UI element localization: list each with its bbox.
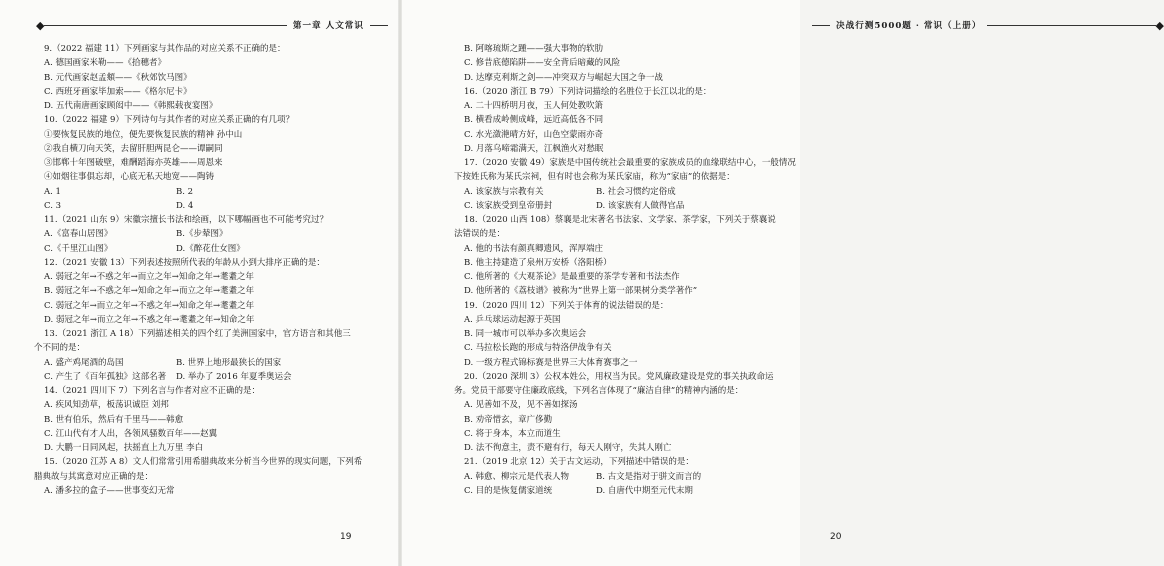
header-rule [370, 25, 388, 26]
option-text: B.《步辇图》 [176, 229, 228, 240]
diamond-icon: ◆ [36, 18, 45, 32]
option-text: B. 横看成岭侧成峰，远近高低各不同 [464, 115, 604, 126]
option-text: A. 盛产鸡尾酒的岛国 [44, 357, 124, 368]
question-stem: 16.（2020 浙江 B 79）下列诗词描绘的名胜位于长江以北的是： [464, 86, 712, 97]
right-question-list [454, 42, 796, 498]
question-stem: 11.（2021 山东 9）宋徽宗擅长书法和绘画，以下哪幅画也不可能考究过？ [44, 215, 328, 225]
book-title: 决战行测5000题 · 常识（上册） [836, 21, 982, 31]
option-text: D. 一级方程式锦标赛是世界三大体育赛事之一 [464, 357, 638, 368]
option-text: D. 弱冠之年→而立之年→不惑之年→耄耋之年→知命之年 [44, 314, 255, 325]
option-text: A. 疾风知劲草，板荡识诚臣 刘邦 [44, 400, 169, 411]
option-text: D. 4 [176, 200, 194, 211]
option-text: D. 自唐代中期至元代末期 [596, 485, 693, 496]
left-page [0, 0, 400, 566]
question-stem-continued: 务。党员干部要守住廉政底线，下列名言体现了“廉洁自律”的精神内涵的是： [454, 386, 744, 396]
left-question-list [34, 42, 364, 498]
option-pair [34, 242, 364, 256]
option-text: D. 五代南唐画家顾闳中——《韩熙载夜宴图》 [44, 101, 218, 111]
question-stem: 18.（2020 山西 108）蔡襄是北宋著名书法家、文学家、茶学家，下列关于蔡襄说 [464, 215, 776, 225]
question-stem: 15.（2020 江苏 A 8）文人们常常引用希腊典故来分析当今世界的现实问题，下列希 [44, 457, 363, 468]
question-stem-continued: 个不同的是： [34, 343, 86, 354]
question-stem-continued: 下按姓氏称为某氏宗祠，但有时也会称为某氏家庙，称为“家庙”的依据是： [454, 172, 735, 183]
header-rule [44, 25, 286, 26]
option-text: B. 2 [176, 186, 194, 197]
option-text: A. 潘多拉的盒子——世事变幻无常 [44, 485, 175, 496]
question-stem-continued: 法错误的是： [454, 229, 506, 240]
option-pair [454, 185, 780, 199]
option-text: A. 他的书法有颜真卿遗风，浑厚端庄 [464, 243, 604, 254]
option-text: ③邯郸十年图破壁，难酬蹈海亦英雄——周恩来 [44, 158, 223, 168]
option-text: B. 古文是指对于骈文而言的 [596, 471, 702, 482]
option-text: A. 韩愈、柳宗元是代表人物 [464, 471, 570, 482]
header-rule [812, 25, 830, 26]
question-stem: 12.（2021 安徽 13）下列表述按照所代表的年龄从小到大排序正确的是： [44, 257, 325, 268]
option-text: D. 大鹏一日同风起，扶摇直上九万里 李白 [44, 443, 204, 453]
option-text: B. 阿喀琉斯之踵——强大事物的软肋 [464, 44, 604, 54]
option-text: D. 法不徇意主，责不避有行，每天人刚守，失其人刚亡 [464, 443, 672, 453]
option-text: B. 他主持建造了泉州万安桥（洛阳桥） [464, 257, 612, 268]
option-text: B. 同一城市可以举办多次奥运会 [464, 329, 587, 339]
question-stem: 14.（2021 四川下 7）下列名言与作者对应不正确的是： [44, 386, 260, 396]
question-stem: 10.（2022 福建 9）下列诗句与其作者的对应关系正确的有几项？ [44, 115, 294, 126]
option-text: A. 该家族与宗教有关 [464, 186, 544, 197]
page-number: 20 [830, 532, 842, 542]
option-text: C. 水光潋滟晴方好，山色空蒙雨亦奇 [464, 129, 604, 140]
option-text: C. 他所著的《大观茶论》是最重要的茶学专著和书法杰作 [464, 272, 680, 282]
option-text: D. 月落乌啼霜满天，江枫渔火对愁眠 [464, 143, 604, 154]
option-text: A. 德国画家米勒——《拾穗者》 [44, 58, 167, 69]
option-pair [454, 470, 780, 484]
header-rule [987, 25, 1155, 26]
option-pair [34, 199, 364, 213]
right-running-header [812, 18, 1164, 32]
option-text: A. 乒乓球运动起源于英国 [464, 314, 561, 325]
option-text: C. 弱冠之年→而立之年→不惑之年→知命之年→耄耋之年 [44, 300, 255, 311]
option-text: C. 将于身本，本立而道生 [464, 428, 561, 439]
option-text: B. 弱冠之年→不惑之年→知命之年→而立之年→耄耋之年 [44, 286, 255, 297]
option-text: D. 举办了 2016 年夏季奥运会 [176, 371, 292, 382]
question-stem-continued: 腊典故与其寓意对应正确的是： [34, 471, 154, 482]
option-text: D.《醉花仕女图》 [176, 243, 245, 254]
option-text: C. 马拉松长跑的形成与特洛伊战争有关 [464, 343, 612, 354]
option-pair [454, 199, 780, 213]
option-text: A. 1 [44, 186, 61, 197]
right-page [400, 0, 1164, 566]
option-text: C. 3 [44, 200, 62, 211]
question-stem: 19.（2020 四川 12）下列关于体育的说法错误的是： [464, 300, 669, 311]
option-pair [34, 370, 364, 384]
option-text: C. 江山代有才人出，各领风骚数百年——赵翼 [44, 428, 218, 439]
page-number: 19 [340, 532, 352, 542]
chapter-title: 第一章 人文常识 [292, 21, 364, 31]
left-running-header [36, 18, 388, 32]
option-text: A.《富春山居图》 [44, 229, 113, 240]
option-text: D. 该家族有人做得官品 [596, 200, 685, 211]
option-pair [34, 356, 364, 370]
option-pair [454, 484, 780, 498]
option-text: C. 该家族受到皇帝册封 [464, 200, 553, 211]
option-text: C. 产生了《百年孤独》这部名著 [44, 371, 167, 382]
option-text: A. 见善如不及，见不善如探汤 [464, 400, 578, 411]
option-text: D. 达摩克利斯之剑——冲突双方与崛起大国之争一战 [464, 72, 663, 83]
option-text: C. 修昔底德陷阱——安全背后暗藏的风险 [464, 58, 621, 69]
option-text: B. 劝帝惜玄，章广侈勤 [464, 414, 553, 425]
option-text: ④如烟往事俱忘却，心底无私天地宽——陶铸 [44, 172, 215, 183]
option-text: B. 世有伯乐，然后有千里马——韩愈 [44, 414, 184, 425]
option-text: ①要恢复民族的地位，便先要恢复民族的精神 孙中山 [44, 129, 243, 140]
option-text: B. 社会习惯约定俗成 [596, 186, 676, 197]
option-text: C. 西班牙画家毕加索——《格尔尼卡》 [44, 86, 192, 97]
option-text: B. 元代画家赵孟頫——《秋郊饮马图》 [44, 72, 192, 83]
option-text: C.《千里江山图》 [44, 243, 113, 254]
question-stem: 9.（2022 福建 11）下列画家与其作品的对应关系不正确的是： [44, 44, 286, 54]
question-stem: 20.（2020 深圳 3）公权本姓公，用权当为民。党风廉政建设是党的事关执政命运 [464, 371, 774, 382]
option-pair [34, 227, 364, 241]
option-text: A. 弱冠之年→不惑之年→而立之年→知命之年→耄耋之年 [44, 272, 255, 282]
option-pair [34, 185, 364, 199]
option-text: ②我自横刀向天笑，去留肝胆两昆仑——谭嗣同 [44, 143, 223, 154]
option-text: D. 他所著的《荔枝谱》被称为“世界上第一部果树分类学著作” [464, 286, 698, 297]
question-stem: 17.（2020 安徽 49）家族是中国传统社会最重要的家族成员的血缘联结中心，一般情况 [464, 158, 796, 168]
option-text: C. 目的是恢复儒家道统 [464, 485, 553, 496]
question-stem: 21.（2019 北京 12）关于古文运动，下列描述中错误的是： [464, 457, 694, 468]
diamond-icon: ◆ [1155, 18, 1164, 32]
option-text: A. 二十四桥明月夜，玉人何处教吹箫 [464, 101, 604, 111]
question-stem: 13.（2021 浙江 A 18）下列描述相关的四个红了美洲国家中，官方语言和其他三 [44, 329, 351, 339]
option-text: B. 世界上地形最狭长的国家 [176, 357, 282, 368]
